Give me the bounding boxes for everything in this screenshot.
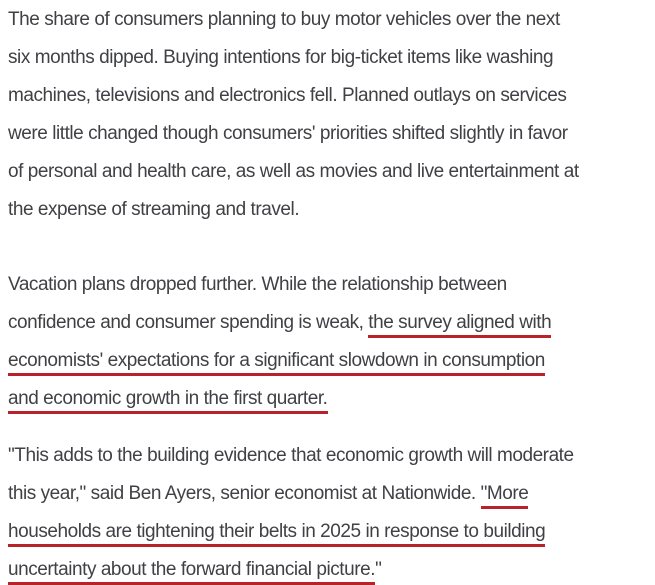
text-line [8,266,651,304]
plain-text: The share of consumers planning to buy motor vehicles over the next [8,9,560,30]
underlined-text: uncertainty about the forward financial picture. [8,559,375,585]
text-line [8,153,651,191]
paragraph [8,437,651,585]
text-line [8,342,651,380]
plain-text: "This adds to the building evidence that economic growth will moderate [8,445,574,466]
text-line [8,513,651,551]
plain-text: " [375,559,382,580]
underlined-text: and economic growth in the first quarter. [8,388,328,414]
plain-text: this year," said Ben Ayers, senior economist at Nationwide. [8,483,481,504]
plain-text: the expense of streaming and travel. [8,199,300,220]
text-line [8,1,651,39]
plain-text: confidence and consumer spending is weak, [8,312,369,333]
text-line [8,551,651,585]
plain-text: machines, televisions and electronics fell. Planned outlays on services [8,85,567,106]
article-text-block [8,1,651,585]
plain-text: six months dipped. Buying intentions for big-ticket items like washing [8,47,554,68]
underlined-text: households are tightening their belts in 2025 in response to building [8,521,545,547]
underlined-text: the survey aligned with [368,312,551,338]
text-line [8,304,651,342]
text-line [8,39,651,77]
text-line [8,115,651,153]
paragraph [8,1,651,229]
underlined-text: economists' expectations for a significant slowdown in consumption [8,350,545,376]
text-line [8,437,651,475]
plain-text: of personal and health care, as well as movies and live entertainment at [8,161,579,182]
plain-text: were little changed though consumers' priorities shifted slightly in favor [8,123,568,144]
plain-text: Vacation plans dropped further. While the relationship between [8,274,507,295]
underlined-text: "More [481,483,529,509]
text-line [8,380,651,418]
text-line [8,191,651,229]
text-line [8,77,651,115]
paragraph [8,266,651,418]
text-line [8,475,651,513]
